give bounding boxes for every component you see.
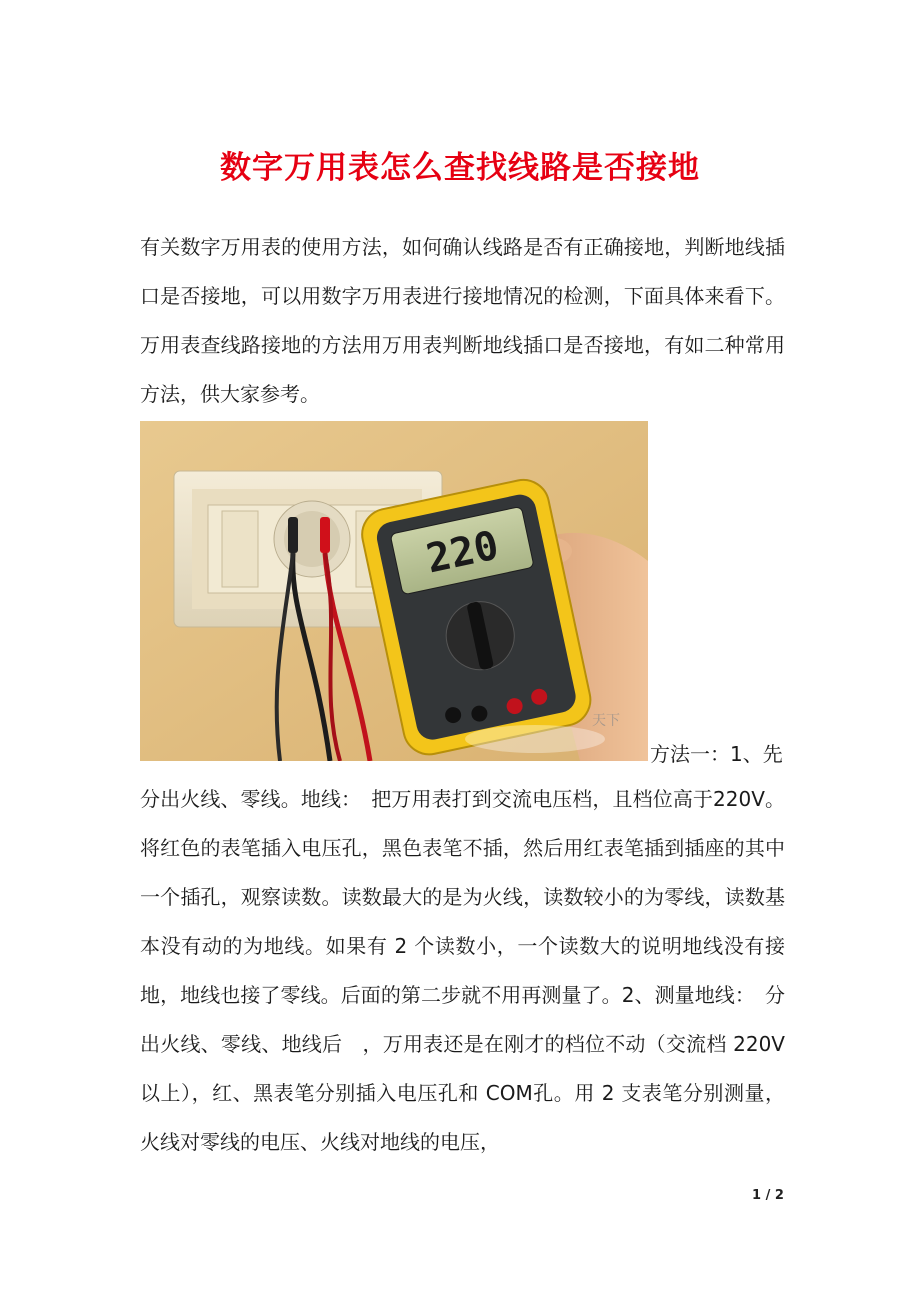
lcd-reading: 220 (422, 522, 503, 583)
watermark-text: 天下 (592, 713, 620, 729)
intro-paragraph: 有关数字万用表的使用方法，如何确认线路是否有正确接地，判断地线插口是否接地，可以用数字万用表进行接地情况的检测，下面具体来看下。万用表查线路接地的方法用万用表判断地线插口是否接地，有如二种常用方法，供大家参考。 (140, 235, 785, 406)
multimeter-photo (140, 421, 648, 761)
page-title: 数字万用表怎么查找线路是否接地 (220, 150, 700, 186)
page-number: 1 / 2 (752, 1188, 784, 1203)
method-one-start: 方法一：1、先 (650, 742, 783, 766)
method-paragraph: 分出火线、零线。地线： 把万用表打到交流电压档，且档位高于220V。将红色的表笔插入电压孔，黑色表笔不插，然后用红表笔插到插座的其中一个插孔，观察读数。读数最大的是为火线，读数较小的为零线，读数基本没有动的为地线。如果有 2 个读数小，一个读数大的说明地线没有接地，地线也接了零线。后面的第二步就不用再测量了。2、测量地线： 分出火线、零线、地线后 ，万用表还是在刚才的档位不动（交流档 220V 以上），红、黑表笔分别插入电压孔和 COM孔。用 2 支表笔分别测量，火线对零线的电压、火线对地线的电压， (140, 787, 785, 1154)
